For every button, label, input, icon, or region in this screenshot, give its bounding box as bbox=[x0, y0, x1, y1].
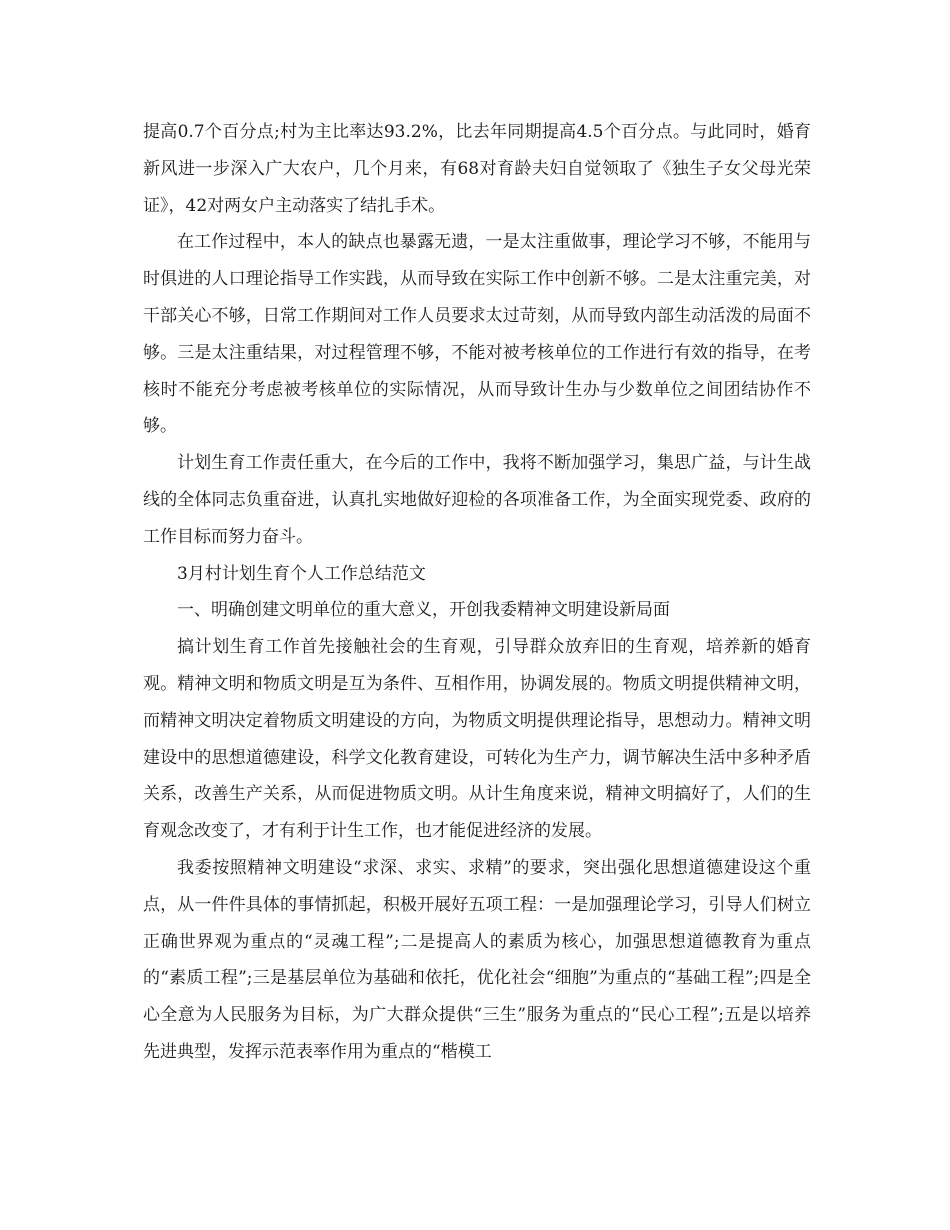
document-body bbox=[143, 114, 811, 1071]
paragraph-1: 提高0.7个百分点;村为主比率达93.2%，比去年同期提高4.5个百分点。与此同时，婚育新风进一步深入广大农户，几个月来，有68对育龄夫妇自觉领取了《独生子女父母光荣证》，42对两女户主动落实了结扎手术。 bbox=[143, 122, 811, 216]
section-title: 3月村计划生育个人工作总结范文 bbox=[177, 563, 426, 584]
paragraph-3: 计划生育工作责任重大，在今后的工作中，我将不断加强学习，集思广益，与计生战线的全体同志负重奋进，认真扎实地做好迎检的各项准备工作，为全面实现党委、政府的工作目标而努力奋斗。 bbox=[143, 453, 811, 547]
section-heading-1: 一、明确创建文明单位的重大意义，开创我委精神文明建设新局面 bbox=[177, 600, 670, 621]
paragraph-5: 我委按照精神文明建设“求深、求实、求精”的要求，突出强化思想道德建设这个重点，从一件件具体的事情抓起，积极开展好五项工程：一是加强理论学习，引导人们树立正确世界观为重点的“灵魂工程”;二是提高人的素质为核心，加强思想道德教育为重点的“素质工程”;三是基层单位为基础和依托，优化社会“细胞”为重点的“基础工程”;四是全心全意为人民服务为目标，为广大群众提供“三生”服务为重点的“民心工程”;五是以培养先进典型，发挥示范表率作用为重点的“楷模工 bbox=[143, 857, 811, 1062]
paragraph-2: 在工作过程中，本人的缺点也暴露无遗，一是太注重做事，理论学习不够，不能用与时俱进的人口理论指导工作实践，从而导致在实际工作中创新不够。二是太注重完美，对干部关心不够，日常工作期间对工作人员要求太过苛刻，从而导致内部生动活泼的局面不够。三是太注重结果，对过程管理不够，不能对被考核单位的工作进行有效的指导，在考核时不能充分考虑被考核单位的实际情况，从而导致计生办与少数单位之间团结协作不够。 bbox=[143, 232, 811, 437]
paragraph-4: 搞计划生育工作首先接触社会的生育观，引导群众放弃旧的生育观，培养新的婚育观。精神文明和物质文明是互为条件、互相作用，协调发展的。物质文明提供精神文明，而精神文明决定着物质文明建设的方向，为物质文明提供理论指导，思想动力。精神文明建设中的思想道德建设，科学文化教育建设，可转化为生产力，调节解决生活中多种矛盾关系，改善生产关系，从而促进物质文明。从计生角度来说，精神文明搞好了，人们的生育观念改变了，才有利于计生工作，也才能促进经济的发展。 bbox=[143, 637, 811, 842]
